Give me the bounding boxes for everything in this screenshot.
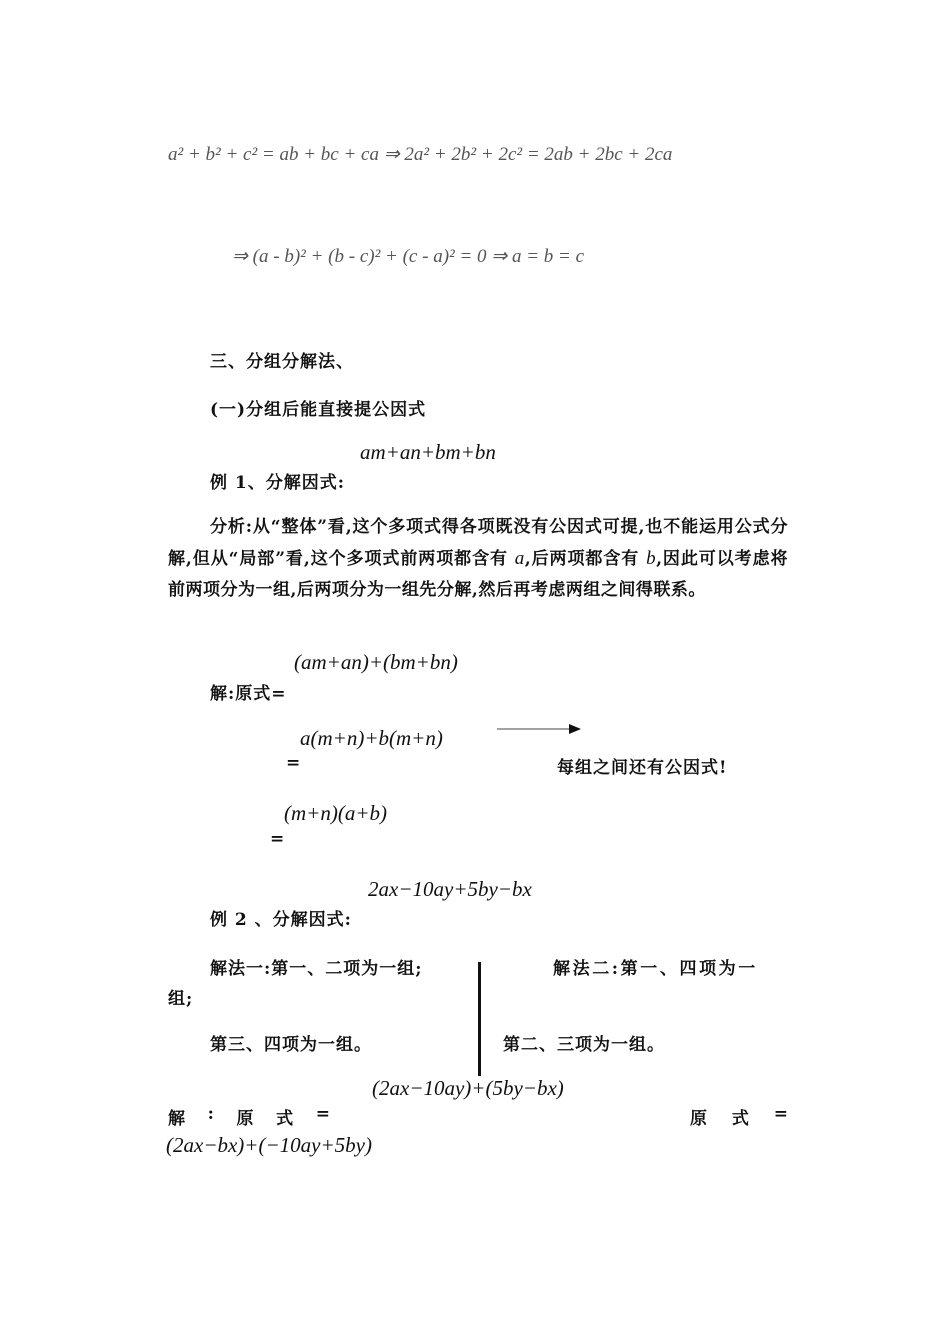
example2-label: 例 2 、分解因式: xyxy=(210,910,352,930)
method1-line2: 第三、四项为一组。 xyxy=(210,1035,372,1055)
divider-line xyxy=(478,962,481,1076)
label-char: 原 xyxy=(236,1109,254,1129)
analysis-var-b: b xyxy=(646,548,657,569)
solution2-label xyxy=(690,1104,788,1129)
example1-equals-3: = xyxy=(270,829,286,849)
solution1-label xyxy=(168,1104,330,1129)
example1-expression: am+an+bm+bn xyxy=(360,440,496,464)
example1-solution-label: 解:原式= xyxy=(210,684,287,704)
example1-note: 每组之间还有公因式! xyxy=(557,758,728,778)
method1-line1: 解法一:第一、二项为一组; xyxy=(210,959,423,979)
section-title: 三、分组分解法、 xyxy=(210,352,354,372)
example1-label: 例 1、分解因式: xyxy=(210,473,346,493)
example1-step1: (am+an)+(bm+bn) xyxy=(294,650,458,674)
label-char: 式 xyxy=(276,1109,294,1129)
label-char: : xyxy=(207,1104,214,1124)
label-char: 原 xyxy=(690,1109,707,1129)
analysis-var-a: a xyxy=(514,548,525,569)
solution1-expression: (2ax−10ay)+(5by−bx) xyxy=(372,1076,564,1100)
solution-label-row xyxy=(168,1104,788,1129)
method2-line1: 解法二:第一、四项为一 xyxy=(553,959,758,979)
equation-line-2: ⇒ (a - b)² + (b - c)² + (c - a)² = 0 ⇒ a = b = c xyxy=(232,246,585,267)
arrow-right-icon xyxy=(497,722,581,736)
method1-continuation: 组; xyxy=(168,989,194,1009)
solution2-expression: (2ax−bx)+(−10ay+5by) xyxy=(166,1133,372,1157)
method2-line2: 第二、三项为一组。 xyxy=(503,1035,665,1055)
label-char: 解 xyxy=(168,1109,185,1129)
label-char: = xyxy=(315,1104,330,1124)
analysis-text-2: ,后两项都含有 xyxy=(524,549,647,569)
label-char: 式 xyxy=(731,1109,749,1129)
example1-step2: a(m+n)+b(m+n) xyxy=(300,726,443,750)
example1-step3: (m+n)(a+b) xyxy=(284,801,387,825)
example1-analysis xyxy=(168,512,788,606)
analysis-text-1: 分析:从“整体”看,这个多项式得各项既没有公因式可提,也不能运用公式分解,但从“局部”看,这个多项式前两项都含有 xyxy=(168,517,788,569)
analysis-text-3: ,因此可以考虑将前两项分为一组,后两项分为一组先分解,然后再考虑两组之间得联系。 xyxy=(168,549,788,600)
example2-expression: 2ax−10ay+5by−bx xyxy=(368,877,532,901)
section-subtitle: (一)分组后能直接提公因式 xyxy=(210,400,427,420)
example1-equals-2: = xyxy=(286,753,302,773)
label-char: = xyxy=(773,1104,788,1124)
equation-line-1: a² + b² + c² = ab + bc + ca ⇒ 2a² + 2b² + 2c² = 2ab + 2bc + 2ca xyxy=(168,144,673,165)
